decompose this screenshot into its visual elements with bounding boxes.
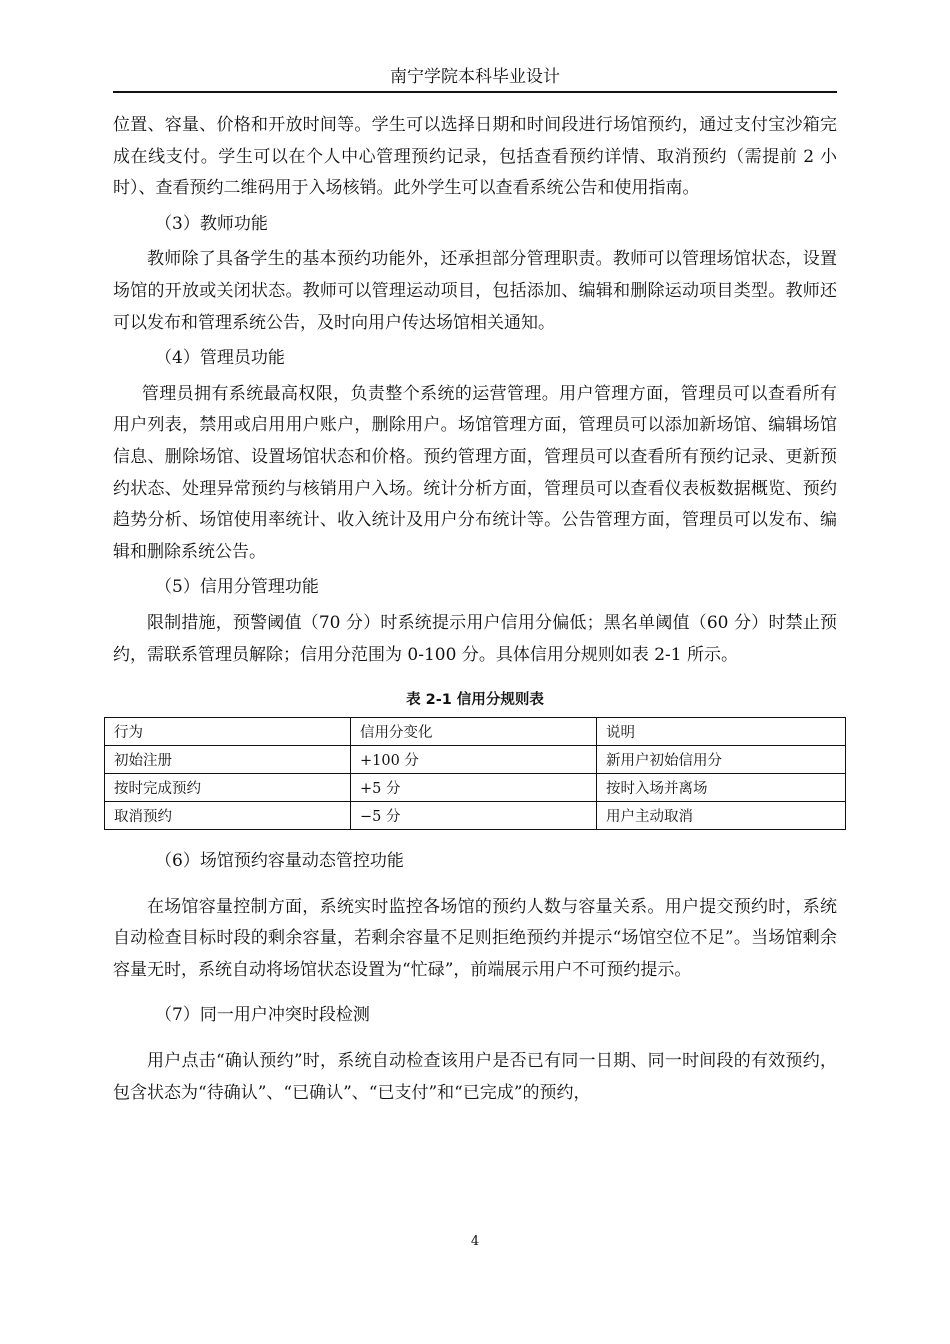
- page-header-title: 南宁学院本科毕业设计: [390, 67, 560, 87]
- header-divider: [113, 91, 837, 93]
- heading-credit-functions: （5）信用分管理功能: [155, 577, 319, 598]
- table-cell: +100 分: [351, 746, 597, 774]
- heading-conflict-detection: （7）同一用户冲突时段检测: [155, 1005, 370, 1026]
- table-cell: 用户主动取消: [597, 802, 846, 830]
- paragraph-conflict-detection: 用户点击“确认预约”时，系统自动检查该用户是否已有同一日期、同一时间段的有效预约，包含状态为“待确认”、“已确认”、“已支付”和“已完成”的预约，: [113, 1051, 837, 1103]
- paragraph-capacity-control: 在场馆容量控制方面，系统实时监控各场馆的预约人数与容量关系。用户提交预约时，系统自动检查目标时段的剩余容量，若剩余容量不足则拒绝预约并提示“场馆空位不足”。当场馆剩余容量无时，系统自动将场馆状态设置为“忙碌”，前端展示用户不可预约提示。: [113, 896, 837, 980]
- credit-rules-table: [104, 717, 846, 830]
- table-header-cell: 说明: [597, 718, 846, 746]
- heading-teacher-functions: （3）教师功能: [155, 213, 268, 234]
- table-cell: 新用户初始信用分: [597, 746, 846, 774]
- heading-capacity-control: （6）场馆预约容量动态管控功能: [155, 851, 404, 872]
- table-cell: 按时入场并离场: [597, 774, 846, 802]
- table-row: [105, 802, 846, 830]
- paragraph-teacher-functions: 教师除了具备学生的基本预约功能外，还承担部分管理职责。教师可以管理场馆状态，设置场馆的开放或关闭状态。教师可以管理运动项目，包括添加、编辑和删除运动项目类型。教师还可以发布和管理系统公告，及时向用户传达场馆相关通知。: [113, 249, 837, 333]
- page-number: 4: [470, 1234, 480, 1249]
- table-cell: −5 分: [351, 802, 597, 830]
- table-cell: 按时完成预约: [105, 774, 351, 802]
- table-header-cell: 行为: [105, 718, 351, 746]
- table-header-row: [105, 718, 846, 746]
- table-cell: 初始注册: [105, 746, 351, 774]
- table-row: [105, 746, 846, 774]
- paragraph-student-continued: 位置、容量、价格和开放时间等。学生可以选择日期和时间段进行场馆预约，通过支付宝沙箱完成在线支付。学生可以在个人中心管理预约记录，包括查看预约详情、取消预约（需提前 2 小时）、查看预约二维码用于入场核销。此外学生可以查看系统公告和使用指南。: [113, 115, 837, 199]
- table-cell: +5 分: [351, 774, 597, 802]
- table-caption: 表 2-1 信用分规则表: [406, 692, 544, 709]
- paragraph-admin-functions: 管理员拥有系统最高权限，负责整个系统的运营管理。用户管理方面，管理员可以查看所有用户列表，禁用或启用用户账户，删除用户。场馆管理方面，管理员可以添加新场馆、编辑场馆信息、删除场馆、设置场馆状态和价格。预约管理方面，管理员可以查看所有预约记录、更新预约状态、处理异常预约与核销用户入场。统计分析方面，管理员可以查看仪表板数据概览、预约趋势分析、场馆使用率统计、收入统计及用户分布统计等。公告管理方面，管理员可以发布、编辑和删除系统公告。: [113, 383, 837, 562]
- body-content: [113, 110, 837, 1109]
- paragraph-credit-functions: 限制措施，预警阈值（70 分）时系统提示用户信用分偏低；黑名单阈值（60 分）时禁止预约，需联系管理员解除；信用分范围为 0-100 分。具体信用分规则如表 2-1 所示。: [113, 612, 837, 665]
- table-cell: 取消预约: [105, 802, 351, 830]
- heading-admin-functions: （4）管理员功能: [155, 348, 285, 369]
- table-header-cell: 信用分变化: [351, 718, 597, 746]
- table-row: [105, 774, 846, 802]
